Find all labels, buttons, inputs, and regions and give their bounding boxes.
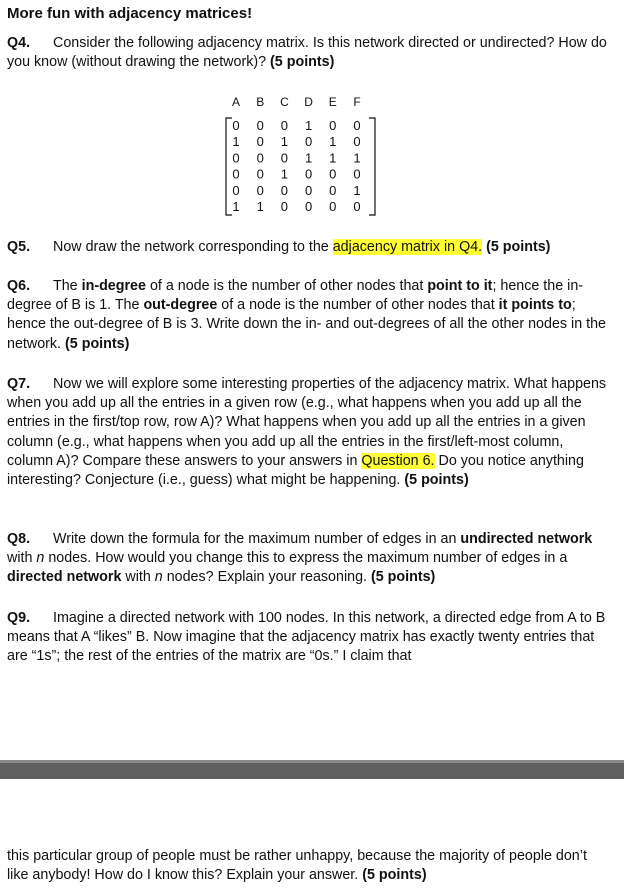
points-label: (5 points) [65,335,130,352]
adjacency-matrix [0,0,624,230]
text-run: Do you notice anything interesting? Conjecture (i.e., guess) what might be happening. [7,452,584,489]
question-9-continued [7,847,607,885]
question-number: Q8. [7,531,31,547]
term-it-points-to: it points to [498,297,572,314]
question-6 [7,277,607,354]
points-label: (5 points) [486,239,551,255]
question-text: Consider the following adjacency matrix. Is this network directed or undirected? How do you know (without drawing the network)? [7,35,607,71]
text-run: ; hence the in-degree of B is 1. The [7,278,584,314]
matrix-cell: 0 [329,166,337,182]
matrix-cell: 0 [232,118,240,133]
matrix-cell: 0 [329,182,337,198]
matrix-column-header: D [304,95,313,109]
question-5 [7,238,607,257]
matrix-cell: 1 [232,134,240,150]
points-label: (5 points) [362,867,427,884]
question-number: Q9. [7,610,31,626]
matrix-cell: 0 [329,118,337,133]
matrix-cell: 0 [304,182,313,198]
matrix-column-header: F [353,95,361,109]
question-8 [7,530,607,588]
highlighted-reference: Question 6. [361,452,435,469]
text-run: ; hence the out-degree of B is 3. Write down the in- and out-degrees of all the other nodes in the network. [7,297,606,352]
term-out-degree: out-degree [143,297,218,314]
page-break-bar [0,763,624,779]
highlighted-reference: adjacency matrix in Q4. [332,239,483,255]
matrix-cell: 1 [304,118,313,133]
matrix-cell: 0 [280,118,289,133]
matrix-left-bracket [226,118,232,215]
term-directed-network: directed network [7,569,122,586]
text-run: of a node is the number of other nodes that [217,297,499,314]
matrix-cell: 0 [280,182,289,198]
text-run: with [7,550,37,567]
matrix-cell: 0 [280,199,289,214]
matrix-cell: 0 [232,166,240,182]
question-number: Q7. [7,376,31,392]
text-run: Now we will explore some interesting properties of the adjacency matrix. What happens when you add up all the entries in a given row (e.g., what happens when you add up all the entries in the first/top row, row A)? What happens when you add up all the entries in a given column (e.g., what happens when you add up all the entries in the first/left-most column, column A)? Compare these answers to your answers in [7,376,607,469]
matrix-cell: 1 [256,199,264,214]
text-run: The [53,278,82,294]
matrix-column-header: E [328,95,337,109]
matrix-cell: 0 [256,118,264,133]
question-number: Q4. [7,35,31,51]
points-label: (5 points) [270,54,335,71]
matrix-cell: 0 [353,134,361,150]
matrix-column-header: B [256,95,265,109]
term-undirected-network: undirected network [460,531,593,547]
text-run: of a node is the number of other nodes that [145,278,428,294]
matrix-cell: 0 [304,166,313,182]
question-text: this particular group of people must be rather unhappy, because the majority of people don’t like anybody! How do I know this? Explain your answer. [7,848,587,884]
points-label: (5 points) [404,472,469,489]
text-run: with [121,569,155,586]
text-run: nodes? Explain your reasoning. [162,569,367,586]
matrix-cell: 0 [304,199,313,214]
points-label: (5 points) [370,569,436,586]
question-9 [7,609,607,667]
matrix-cell: 1 [353,150,361,166]
matrix-cell: 0 [353,166,361,182]
matrix-cell: 1 [280,166,289,182]
matrix-cell: 0 [256,150,264,166]
matrix-right-bracket [369,118,375,215]
matrix-cell: 1 [280,134,289,150]
matrix-cell: 0 [353,199,361,214]
matrix-group [226,95,375,215]
matrix-cell: 0 [280,150,289,166]
question-number: Q5. [7,239,31,255]
matrix-cell: 0 [329,199,337,214]
matrix-cell: 1 [304,150,313,166]
term-point-to-it: point to it [427,278,493,294]
variable-n: n [36,550,45,567]
text-run: nodes. How would you change this to express the maximum number of edges in a [44,550,568,567]
question-text: Now draw the network corresponding to the [53,239,333,255]
page-title: More fun with adjacency matrices! [7,5,253,22]
question-7 [7,375,607,490]
matrix-cell: 1 [232,199,240,214]
matrix-cell: 1 [353,182,361,198]
matrix-cell: 0 [256,134,264,150]
matrix-cell: 0 [256,166,264,182]
variable-n: n [154,569,163,586]
matrix-cell: 0 [232,182,240,198]
matrix-cell: 1 [329,134,337,150]
matrix-column-header: A [231,95,241,109]
text-run: Write down the formula for the maximum number of edges in an [53,531,461,547]
matrix-cell: 0 [232,150,240,166]
question-number: Q6. [7,278,31,294]
matrix-cell: 0 [304,134,313,150]
matrix-cell: 0 [256,182,264,198]
matrix-column-header: C [280,95,289,109]
term-in-degree: in-degree [81,278,146,294]
matrix-cell: 1 [329,150,337,166]
matrix-cell: 0 [353,118,361,133]
question-text: Imagine a directed network with 100 nodes. In this network, a directed edge from A to B means that A “likes” B. Now imagine that the adjacency matrix has exactly twenty entries that are “1s”; the rest of the entries of the matrix are “0s.” I claim that [7,610,606,665]
